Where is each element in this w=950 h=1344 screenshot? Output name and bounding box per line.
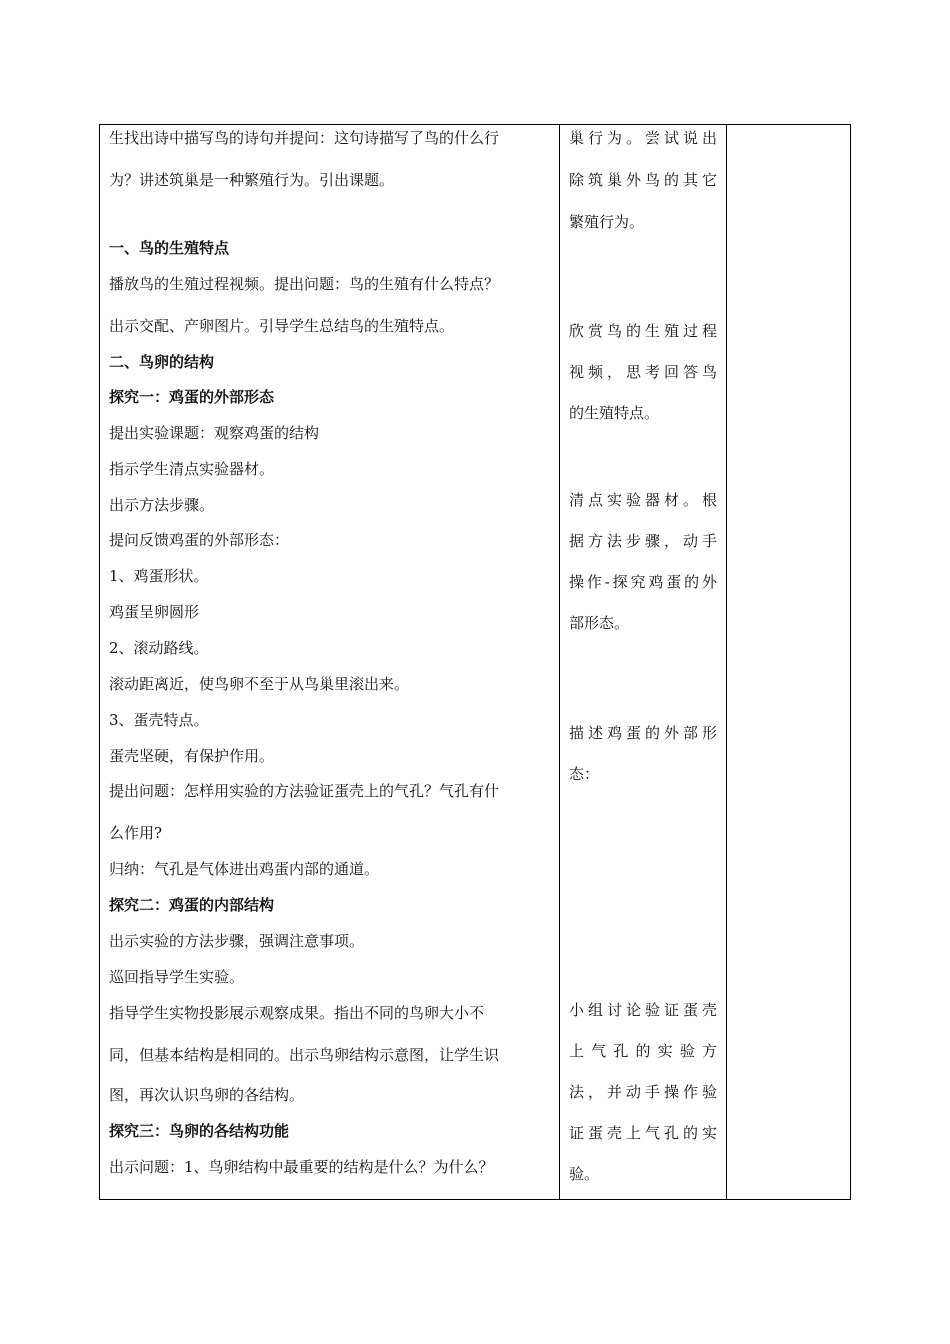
teacher-line: 提出实验课题：观察鸡蛋的结构 <box>109 424 320 442</box>
student-line: 上气孔的实验方 <box>569 1042 717 1060</box>
teacher-line: 出示方法步骤。 <box>109 496 215 514</box>
teacher-line: 播放鸟的生殖过程视频。提出问题：鸟的生殖有什么特点？ <box>109 275 500 293</box>
student-line: 操作-探究鸡蛋的外 <box>569 573 717 591</box>
lesson-table <box>99 124 851 1200</box>
student-line: 小组讨论验证蛋壳 <box>569 1001 717 1019</box>
section-heading: 二、鸟卵的结构 <box>109 353 215 371</box>
teacher-line: 归纳：气孔是气体进出鸡蛋内部的通道。 <box>109 860 380 878</box>
student-line: 验。 <box>569 1165 600 1183</box>
teacher-line: 提问反馈鸡蛋的外部形态： <box>109 531 290 549</box>
student-line: 证蛋壳上气孔的实 <box>569 1124 717 1142</box>
teacher-line: 指示学生清点实验器材。 <box>109 460 275 478</box>
teacher-line: 提出问题：怎样用实验的方法验证蛋壳上的气孔？气孔有什 <box>109 782 500 800</box>
teacher-line: 滚动距离近，使鸟卵不至于从鸟巢里滚出来。 <box>109 675 410 693</box>
teacher-line: 1、鸡蛋形状。 <box>109 567 209 585</box>
teacher-line: 么作用? <box>109 824 163 842</box>
student-line: 据方法步骤，动手 <box>569 532 717 550</box>
student-line: 清点实验器材。根 <box>569 491 717 509</box>
teacher-line: 为？讲述筑巢是一种繁殖行为。引出课题。 <box>109 171 395 189</box>
section-heading: 一、鸟的生殖特点 <box>109 239 230 257</box>
teacher-line: 蛋壳坚硬，有保护作用。 <box>109 747 275 765</box>
teacher-line: 同，但基本结构是相同的。出示鸟卵结构示意图，让学生识 <box>109 1046 500 1064</box>
student-line: 巢行为。尝试说出 <box>569 129 717 147</box>
student-line: 视频，思考回答鸟 <box>569 363 717 381</box>
teacher-line: 出示实验的方法步骤，强调注意事项。 <box>109 932 365 950</box>
teacher-line: 图，再次认识鸟卵的各结构。 <box>109 1086 305 1104</box>
teacher-line: 出示问题：1、鸟卵结构中最重要的结构是什么？为什么？ <box>109 1158 494 1176</box>
teacher-line: 出示交配、产卵图片。引导学生总结鸟的生殖特点。 <box>109 317 455 335</box>
student-line: 的生殖特点。 <box>569 404 660 422</box>
student-line: 部形态。 <box>569 614 630 632</box>
teacher-line: 生找出诗中描写鸟的诗句并提问：这句诗描写了鸟的什么行 <box>109 129 500 147</box>
teacher-line: 巡回指导学生实验。 <box>109 968 245 986</box>
student-line: 法，并动手操作验 <box>569 1083 717 1101</box>
student-line: 除筑巢外鸟的其它 <box>569 171 717 189</box>
student-line: 描述鸡蛋的外部形 <box>569 724 717 742</box>
teacher-line: 2、滚动路线。 <box>109 639 209 657</box>
section-heading: 探究二：鸡蛋的内部结构 <box>109 896 275 914</box>
student-line: 繁殖行为。 <box>569 213 645 231</box>
teacher-activity-cell <box>100 125 559 1199</box>
section-heading: 探究三：鸟卵的各结构功能 <box>109 1122 290 1140</box>
student-line: 欣赏鸟的生殖过程 <box>569 322 717 340</box>
student-activity-cell <box>560 125 726 1199</box>
student-line: 态： <box>569 765 600 783</box>
section-heading: 探究一：鸡蛋的外部形态 <box>109 388 275 406</box>
teacher-line: 3、蛋壳特点。 <box>109 711 209 729</box>
teacher-line: 鸡蛋呈卵圆形 <box>109 603 200 621</box>
notes-cell <box>727 125 851 1199</box>
teacher-line: 指导学生实物投影展示观察成果。指出不同的鸟卵大小不 <box>109 1004 485 1022</box>
